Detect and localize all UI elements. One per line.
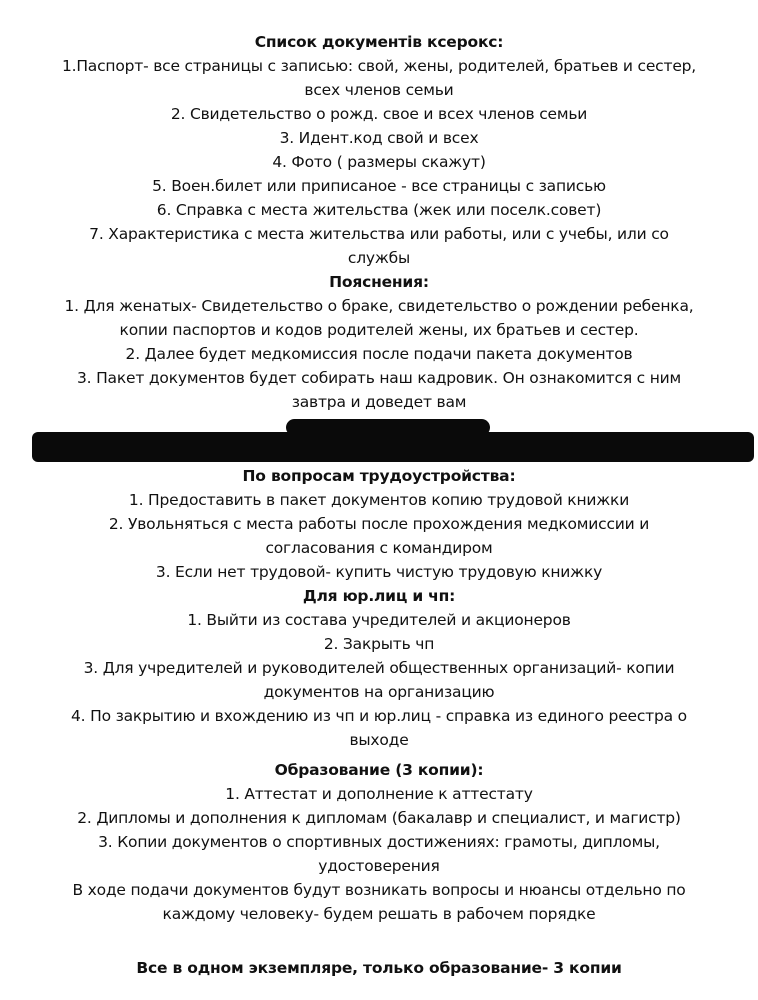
- list-item: 2. Свидетельство о рожд. свое и всех членов семьи: [170, 105, 588, 123]
- footer-note: Все в одном экземпляре, только образование- 3 копии: [136, 959, 622, 977]
- footer-section: [20, 956, 738, 980]
- legal-item: 1. Выйти из состава учредителей и акционеров: [187, 611, 571, 629]
- document-list-section: [20, 30, 738, 270]
- note-item: 1. Для женатых- Свидетельство о браке, свидетельство о рождении ребенка,: [64, 297, 694, 315]
- employment-item: 3. Если нет трудовой- купить чистую трудовую книжку: [155, 563, 603, 581]
- education-item: каждому человеку- будем решать в рабочем порядке: [162, 905, 596, 923]
- legal-title: Для юр.лиц и чп:: [302, 587, 456, 605]
- employment-item: 2. Увольняться с места работы после прохождения медкомиссии и: [108, 515, 650, 533]
- education-item: В ходе подачи документов будут возникать вопросы и нюансы отдельно по: [72, 881, 686, 899]
- employment-section: [20, 464, 738, 584]
- list-item: 6. Справка с места жительства (жек или поселк.совет): [156, 201, 602, 219]
- list-title: Список документів ксерокс:: [254, 33, 504, 51]
- education-item: 3. Копии документов о спортивных достижениях: грамоты, дипломы,: [98, 833, 660, 851]
- list-item: 4. Фото ( размеры скажут): [272, 153, 486, 171]
- employment-title: По вопросам трудоустройства:: [242, 467, 516, 485]
- redaction-bar: [32, 432, 754, 462]
- education-item: 2. Дипломы и дополнения к дипломам (бакалавр и специалист, и магистр): [77, 809, 681, 827]
- legal-item: документов на организацию: [263, 683, 495, 701]
- notes-title: Пояснения:: [329, 273, 429, 291]
- list-item: службы: [347, 249, 411, 267]
- note-item: 2. Далее будет медкомиссия после подачи пакета документов: [125, 345, 633, 363]
- note-item: копии паспортов и кодов родителей жены, их братьев и сестер.: [119, 321, 639, 339]
- list-item: всех членов семьи: [304, 81, 454, 99]
- education-title: Образование (3 копии):: [274, 761, 484, 779]
- note-item: завтра и доведет вам: [291, 393, 467, 411]
- legal-entities-section: [20, 584, 738, 752]
- ink-speck: [566, 432, 573, 439]
- employment-item: 1. Предоставить в пакет документов копию трудовой книжки: [128, 491, 630, 509]
- legal-item: 4. По закрытию и вхождению из чп и юр.лиц - справка из единого реестра о: [71, 707, 687, 725]
- education-section: [20, 758, 738, 926]
- education-item: удостоверения: [318, 857, 440, 875]
- list-item: 7. Характеристика с места жительства или работы, или с учебы, или со: [89, 225, 669, 243]
- notes-section: [20, 270, 738, 414]
- list-item: 3. Идент.код свой и всех: [279, 129, 479, 147]
- legal-item: 3. Для учредителей и руководителей общественных организаций- копии: [83, 659, 675, 677]
- list-item: 1.Паспорт- все страницы с записью: свой, жены, родителей, братьев и сестер,: [61, 57, 697, 75]
- legal-item: 2. Закрыть чп: [323, 635, 435, 653]
- legal-item: выходе: [349, 731, 409, 749]
- employment-item: согласования с командиром: [265, 539, 493, 557]
- education-item: 1. Аттестат и дополнение к аттестату: [225, 785, 533, 803]
- list-item: 5. Воен.билет или приписаное - все страницы с записью: [152, 177, 606, 195]
- note-item: 3. Пакет документов будет собирать наш кадровик. Он ознакомится с ним: [76, 369, 682, 387]
